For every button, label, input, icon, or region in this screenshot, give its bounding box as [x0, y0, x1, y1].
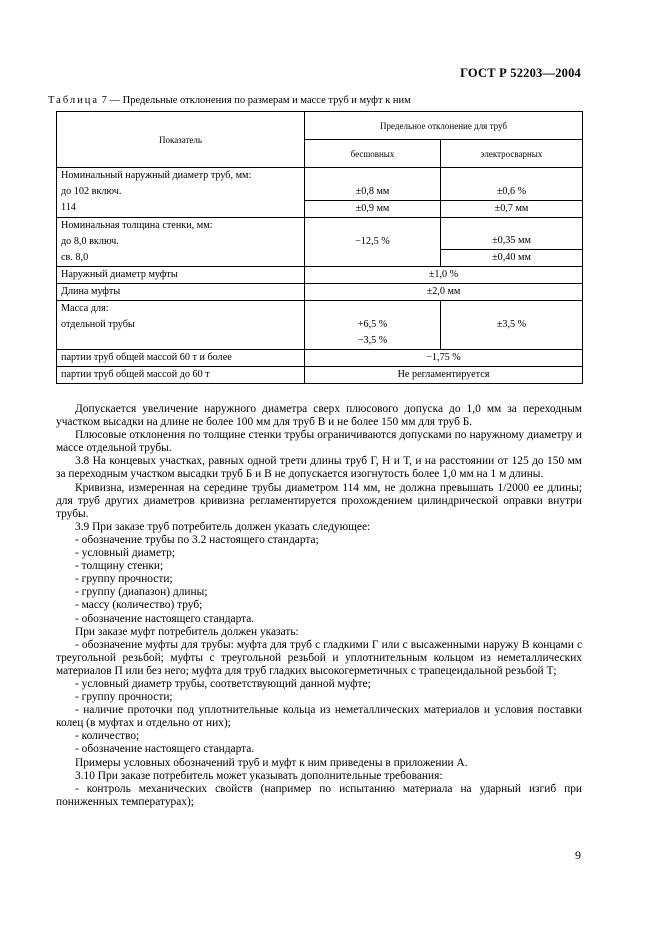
paragraph-curvature: Кривизна, измеренная на середине трубы диаметром 114 мм, не должна превышать 1/2000 ее длины; для труб других диаметров кривизна регламентируется прохождением цилиндрической оправки внутри трубы. [56, 481, 582, 520]
coupling-length-label: Длина муфты [57, 284, 305, 301]
list-item: - обозначение настоящего стандарта. [75, 612, 255, 625]
coupling-od-label: Наружный диаметр муфты [57, 267, 305, 284]
od-row-1-label: до 102 включ. [61, 186, 122, 197]
list-item: - обозначение трубы по 3.2 настоящего стандарта; [75, 533, 319, 546]
header-seamless: бесшовных [305, 140, 441, 168]
list-item: - обозначение муфты для трубы: муфта для труб с гладкими Г или с высаженными наружу В концами с треугольной резьбой; муфты с треугольной резьбой и уплотнительным кольцом из неметаллических материалов П или без него; муфта для труб гладких высокогерметичных с трапецеидальной резьбой Т; [56, 638, 582, 677]
list-item: - толщину стенки; [75, 560, 164, 573]
header-limit-deviation: Предельное отклонение для труб [305, 112, 583, 140]
mass-batch-small-label: партии труб общей массой до 60 т [57, 367, 305, 384]
header-welded: электросварных [441, 140, 583, 168]
paragraph-3-9: 3.9 При заказе труб потребитель должен указать следующее: [75, 520, 371, 533]
body-text [56, 403, 582, 809]
list-item: - массу (количество) труб; [75, 599, 203, 612]
mass-title: Масса для: [61, 303, 109, 314]
paragraph-coupling-order: При заказе муфт потребитель должен указать: [75, 625, 299, 638]
page-number: 9 [575, 848, 581, 862]
standard-designation: ГОСТ Р 52203—2004 [460, 66, 581, 80]
table-caption-text: 7 — Предельные отклонения по размерам и массе труб и муфт к ним [99, 95, 411, 106]
coupling-length-value: ±2,0 мм [305, 284, 583, 301]
header-parameter: Показатель [57, 112, 305, 168]
paragraph-examples: Примеры условных обозначений труб и муфт к ним приведены в приложении А. [75, 756, 468, 769]
wall-row-1-welded: ±0,35 мм [441, 217, 583, 250]
list-item: - наличие проточки под уплотнительные кольца из неметаллических материалов и условия поставки колец (в муфтах и отдельно от них); [56, 704, 582, 730]
wall-row-2-welded: ±0,40 мм [441, 250, 583, 267]
list-item: - условный диаметр трубы, соответствующий данной муфте; [75, 677, 371, 690]
paragraph-wall-plus: Плюсовые отклонения по толщине стенки трубы ограничиваются допусками по наружному диаметру и массе отдельной трубы. [56, 429, 582, 455]
mass-single-label: отдельной трубы [61, 319, 135, 330]
table-caption [48, 95, 411, 106]
paragraph-3-8: 3.8 На концевых участках, равных одной трети длины труб Г, Н и Т, и на расстоянии от 125 до 150 мм за переходным участком высадки труб Б и В не допускается изогнутость более 1,0 мм на 1 м длины. [56, 455, 582, 481]
od-row-2-label: 114 [57, 200, 305, 217]
mass-batch-big-value: −1,75 % [305, 350, 583, 367]
list-item: - группу прочности; [75, 691, 173, 704]
mass-single-seamless [305, 301, 441, 350]
list-item: - группу прочности; [75, 573, 173, 586]
mass-single-seamless-plus: +6,5 % [357, 319, 388, 330]
tolerance-table [56, 111, 583, 384]
od-row-1-seamless: ±0,8 мм [305, 168, 441, 201]
list-item: - количество; [75, 730, 140, 743]
wall-title-cell [57, 217, 305, 250]
od-title: Номинальный наружный диаметр труб, мм: [61, 170, 252, 181]
mass-single-seamless-minus: −3,5 % [357, 335, 388, 346]
list-item: - контроль механических свойств (например по испытанию материала на ударный изгиб при пониженных температурах); [56, 782, 582, 808]
paragraph-3-10: 3.10 При заказе потребитель может указывать дополнительные требования: [75, 769, 443, 782]
mass-batch-small-value: Не регламентируется [305, 367, 583, 384]
paragraph-diameter-increase: Допускается увеличение наружного диаметра сверх плюсового допуска до 1,0 мм за переходным участком высадки на длине не более 100 мм для труб В и не более 150 мм для труб Б. [56, 403, 582, 429]
list-item: - группу (диапазон) длины; [75, 586, 208, 599]
wall-row-1-label: до 8,0 включ. [61, 235, 119, 247]
table-caption-prefix: Таблица [48, 95, 100, 106]
mass-title-cell [57, 301, 305, 350]
wall-seamless: −12,5 % [305, 217, 441, 267]
mass-batch-big-label: партии труб общей массой 60 т и более [57, 350, 305, 367]
row-od-title [57, 168, 305, 201]
list-item: - обозначение настоящего стандарта. [75, 743, 255, 756]
coupling-od-value: ±1,0 % [305, 267, 583, 284]
wall-row-2-label: св. 8,0 [57, 250, 305, 267]
wall-title: Номинальная толщина стенки, мм: [61, 219, 213, 231]
od-row-2-welded: ±0,7 мм [441, 200, 583, 217]
list-item: - условный диаметр; [75, 547, 176, 560]
od-row-2-seamless: ±0,9 мм [305, 200, 441, 217]
mass-single-welded: ±3,5 % [441, 301, 583, 350]
od-row-1-welded: ±0,6 % [441, 168, 583, 201]
